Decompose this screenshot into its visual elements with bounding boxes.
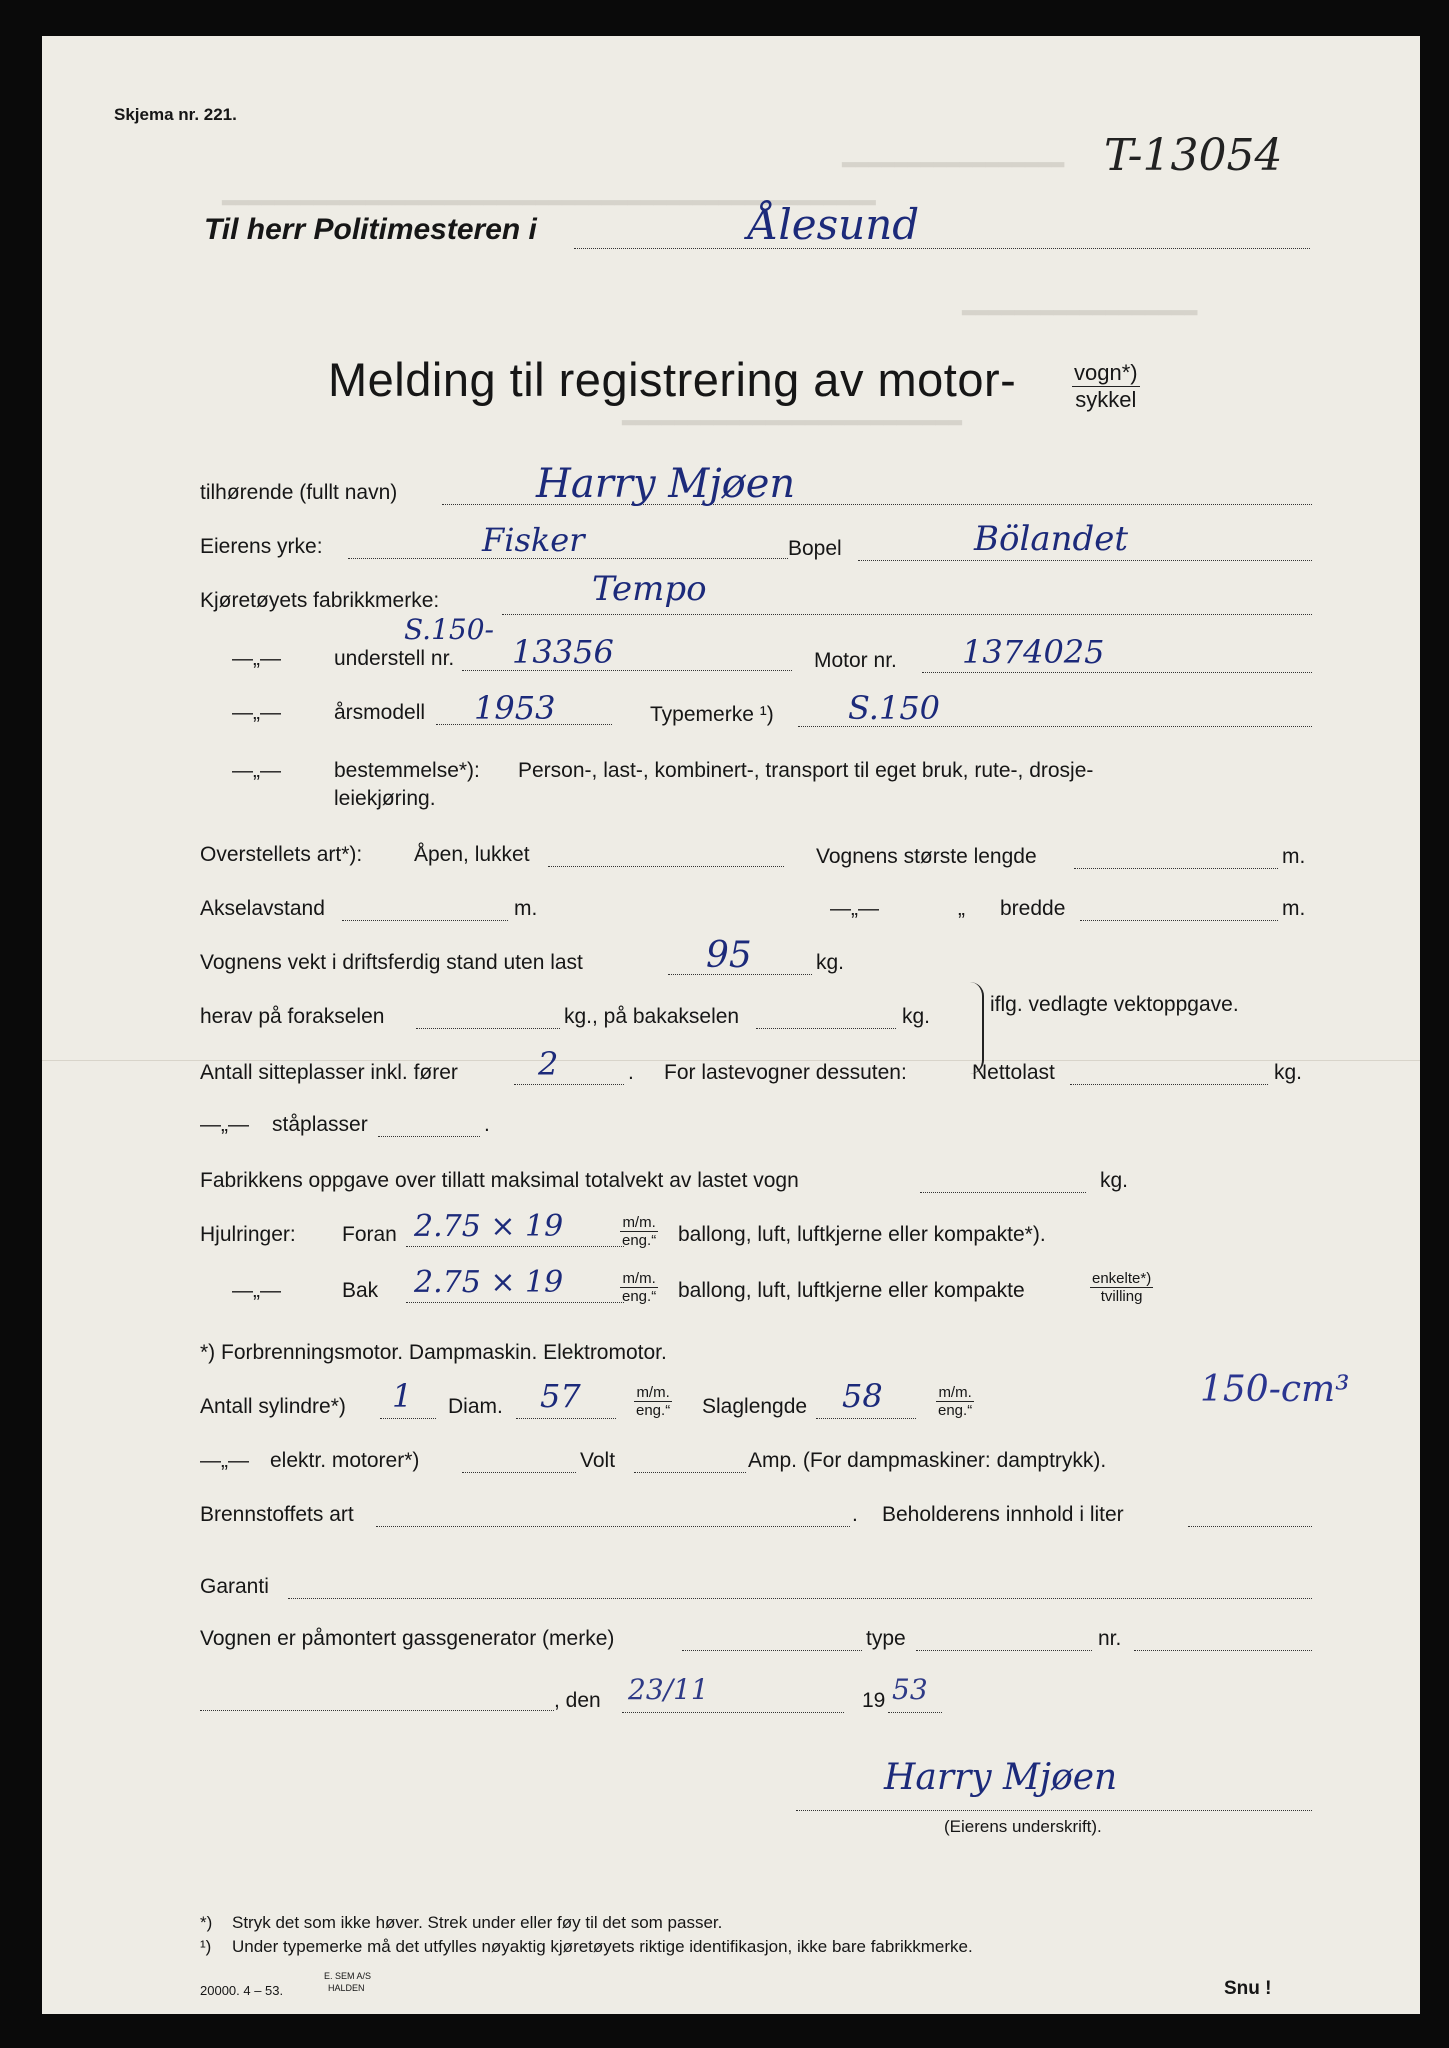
make-label: Kjøretøyets fabrikkmerke: <box>200 589 440 612</box>
year-label: årsmodell <box>334 701 426 724</box>
width-unit: m. <box>1282 897 1306 920</box>
ditto-mark: —„— <box>200 1449 249 1472</box>
diameter-line <box>516 1418 616 1419</box>
printer-name: E. SEM A/S <box>324 1971 372 1981</box>
tyres-rear-label: Bak <box>342 1279 379 1302</box>
ditto-mark: —„— <box>232 647 281 670</box>
cylinders-line <box>380 1418 436 1419</box>
tyres-front-value: 2.75 × 19 <box>414 1209 564 1244</box>
title-option-sykkel: sykkel <box>1075 387 1137 412</box>
gas-type-line <box>916 1650 1092 1651</box>
cylinders-label: Antall sylindre*) <box>200 1395 346 1418</box>
printer-city: HALDEN <box>328 1983 365 1993</box>
weight-value: 95 <box>706 935 752 976</box>
chassis-prefix: S.150- <box>404 613 494 646</box>
ditto-mark: —„— <box>232 759 281 782</box>
ditto-mark: —„— <box>200 1113 249 1136</box>
signature-line <box>796 1810 1312 1811</box>
tyres-front-line <box>406 1246 624 1247</box>
print-info: 20000. 4 – 53. <box>200 1983 284 1998</box>
addressee-city: Ålesund <box>748 200 920 249</box>
guarantee-label: Garanti <box>200 1575 269 1598</box>
tank-line <box>1188 1526 1312 1527</box>
diameter-label: Diam. <box>448 1395 503 1418</box>
seats-line <box>514 1084 624 1085</box>
ditto-mark: —„— <box>830 897 879 920</box>
residence-value: Bölandet <box>974 519 1129 559</box>
fuel-label: Brennstoffets art <box>200 1503 354 1526</box>
gas-type-label: type <box>866 1627 906 1650</box>
ditto-quote: „ <box>958 897 965 920</box>
motor-number-line <box>922 672 1312 673</box>
gas-nr-line <box>1134 1650 1312 1651</box>
width-line <box>1080 920 1278 921</box>
stroke-line <box>816 1418 916 1419</box>
option-twin: tvilling <box>1100 1288 1143 1305</box>
electric-label: elektr. motorer*) <box>270 1449 420 1472</box>
footnote-one-text: Under typemerke må det utfylles nøyaktig kjøretøyets riktige identifikasjon, ikke bare fabrikkmerke. <box>232 1937 973 1956</box>
length-line <box>1074 868 1278 869</box>
weight-label: Vognens vekt i driftsferdig stand uten last <box>200 951 583 974</box>
front-axle-label: herav på forakselen <box>200 1005 385 1028</box>
standing-label: ståplasser <box>272 1113 368 1136</box>
date-line <box>622 1712 844 1713</box>
occupation-label: Eierens yrke: <box>200 535 323 558</box>
stroke-label: Slaglengde <box>702 1395 808 1418</box>
max-weight-label: Fabrikkens oppgave over tillatt maksimal totalvekt av lastet vogn <box>200 1169 799 1192</box>
owner-name-value: Harry Mjøen <box>536 461 796 507</box>
show-through-text: ▂▂▂▂▂▂▂▂▂▂▂▂▂▂▂▂▂ <box>842 148 1065 167</box>
turn-over-note: Snu ! <box>1224 1978 1272 1999</box>
net-load-line <box>1070 1084 1268 1085</box>
electric-line <box>462 1472 576 1473</box>
seats-value: 2 <box>538 1045 559 1083</box>
unit-mm: m/m. <box>620 1214 658 1232</box>
truck-label: For lastevogner dessuten: <box>664 1061 907 1084</box>
signature-caption: (Eierens underskrift). <box>944 1817 1102 1836</box>
weight-unit: kg. <box>816 951 845 974</box>
length-unit: m. <box>1282 845 1306 868</box>
owner-signature: Harry Mjøen <box>884 1757 1118 1798</box>
make-line <box>502 614 1312 615</box>
document-page <box>42 36 1420 2014</box>
tyres-rear-mount <box>1090 1270 1153 1305</box>
form-title: Melding til registrering av motor- <box>328 353 1017 406</box>
title-options <box>1072 360 1140 413</box>
unit-mm: m/m. <box>634 1384 672 1402</box>
motor-number-label: Motor nr. <box>814 649 897 672</box>
amp-label: Amp. (For dampmaskiner: damptrykk). <box>748 1449 1107 1472</box>
addressee-line <box>574 248 1310 249</box>
year-suffix: 53 <box>892 1673 928 1706</box>
unit-eng: eng.“ <box>622 1288 657 1305</box>
width-label: bredde <box>1000 897 1066 920</box>
engine-types: *) Forbrenningsmotor. Dampmaskin. Elektromotor. <box>200 1341 667 1364</box>
show-through-text: ▂▂▂▂▂▂▂▂▂▂▂▂▂▂▂▂▂▂▂▂▂▂▂▂▂▂ <box>622 406 962 425</box>
volt-label: Volt <box>580 1449 616 1472</box>
chassis-label: understell nr. <box>334 647 455 670</box>
tyres-rear-options: ballong, luft, luftkjerne eller kompakte <box>678 1279 1025 1302</box>
stroke-unit <box>936 1384 974 1419</box>
rear-axle-line <box>756 1028 896 1029</box>
guarantee-line <box>288 1598 1312 1599</box>
gas-generator-line <box>682 1650 862 1651</box>
front-axle-line <box>416 1028 560 1029</box>
type-label: Typemerke ¹) <box>650 703 774 726</box>
year-prefix: 19 <box>862 1689 886 1712</box>
year-value: 1953 <box>474 689 556 727</box>
unit-eng: eng.“ <box>938 1402 973 1419</box>
tyres-front-unit <box>620 1214 658 1249</box>
wheelbase-label: Akselavstand <box>200 897 325 920</box>
option-single: enkelte*) <box>1092 1270 1152 1287</box>
gas-nr-label: nr. <box>1098 1627 1122 1650</box>
ditto-mark: —„— <box>232 1279 281 1302</box>
seats-label: Antall sitteplasser inkl. fører <box>200 1061 458 1084</box>
unit-mm: m/m. <box>620 1270 658 1288</box>
make-value: Tempo <box>592 569 707 609</box>
place-line <box>200 1710 554 1711</box>
rear-axle-unit: kg. <box>902 1005 931 1028</box>
reference-number: T-13054 <box>1104 130 1283 181</box>
title-option-vogn: vogn*) <box>1074 360 1138 385</box>
wheelbase-unit: m. <box>514 897 538 920</box>
body-options: Åpen, lukket <box>414 843 530 866</box>
seats-period: . <box>628 1061 634 1084</box>
length-label: Vognens største lengde <box>816 845 1037 868</box>
addressee-label: Til herr Politimesteren i <box>204 213 537 246</box>
footnote-star-mark: *) <box>200 1913 213 1932</box>
date-label: , den <box>554 1689 601 1712</box>
footnote-one-mark: ¹) <box>200 1937 212 1956</box>
owner-name-label: tilhørende (fullt navn) <box>200 481 398 504</box>
tank-label: Beholderens innhold i liter <box>882 1503 1124 1526</box>
purpose-options-cont: leiekjøring. <box>334 787 436 810</box>
unit-eng: eng.“ <box>636 1402 671 1419</box>
tyres-front-options: ballong, luft, luftkjerne eller kompakte*). <box>678 1223 1046 1246</box>
tyres-rear-value: 2.75 × 19 <box>414 1265 564 1300</box>
standing-period: . <box>484 1113 490 1136</box>
weight-note: iflg. vedlagte vektoppgave. <box>990 993 1239 1016</box>
unit-eng: eng.“ <box>622 1232 657 1249</box>
show-through-text: ▂▂▂▂▂▂▂▂▂▂▂▂▂▂▂▂▂▂▂▂▂▂▂▂▂▂▂▂▂▂▂▂▂▂▂▂▂▂▂▂▂▂▂▂▂▂▂▂▂▂ <box>222 186 876 205</box>
max-weight-unit: kg. <box>1100 1169 1129 1192</box>
ditto-mark: —„— <box>232 701 281 724</box>
show-through-text: ▂▂▂▂▂▂▂▂▂▂▂▂▂▂▂▂▂▂ <box>962 296 1198 315</box>
fuel-period: . <box>852 1503 858 1526</box>
fuel-line <box>376 1526 850 1527</box>
stroke-value: 58 <box>842 1377 883 1415</box>
net-load-label: Nettolast <box>972 1061 1055 1084</box>
type-value: S.150 <box>848 689 941 727</box>
diameter-unit <box>634 1384 672 1419</box>
purpose-options: Person-, last-, kombinert-, transport til eget bruk, rute-, drosje- <box>518 759 1094 782</box>
standing-line <box>378 1136 480 1137</box>
unit-mm: m/m. <box>936 1384 974 1402</box>
year-suffix-line <box>888 1712 942 1713</box>
occupation-value: Fisker <box>482 521 585 559</box>
residence-label: Bopel <box>788 537 842 560</box>
body-label: Overstellets art*): <box>200 843 363 866</box>
volt-line <box>634 1472 746 1473</box>
form-number: Skjema nr. 221. <box>114 105 237 124</box>
body-line <box>548 866 784 867</box>
net-load-unit: kg. <box>1274 1061 1303 1084</box>
gas-generator-label: Vognen er påmontert gassgenerator (merke) <box>200 1627 615 1650</box>
date-value: 23/11 <box>628 1673 709 1706</box>
tyres-label: Hjulringer: <box>200 1223 296 1246</box>
displacement-note: 150-cm³ <box>1200 1369 1350 1410</box>
purpose-label: bestemmelse*): <box>334 759 480 782</box>
cylinders-value: 1 <box>392 1377 413 1415</box>
rear-axle-label: kg., på bakakselen <box>564 1005 740 1028</box>
diameter-value: 57 <box>540 1377 581 1415</box>
residence-line <box>858 560 1312 561</box>
max-weight-line <box>920 1192 1086 1193</box>
wheelbase-line <box>342 920 508 921</box>
motor-number-value: 1374025 <box>962 633 1105 671</box>
tyres-rear-unit <box>620 1270 658 1305</box>
tyres-rear-line <box>406 1302 624 1303</box>
tyres-front-label: Foran <box>342 1223 397 1246</box>
footnote-star-text: Stryk det som ikke høver. Strek under eller føy til det som passer. <box>232 1913 723 1932</box>
chassis-value: 13356 <box>512 633 614 671</box>
